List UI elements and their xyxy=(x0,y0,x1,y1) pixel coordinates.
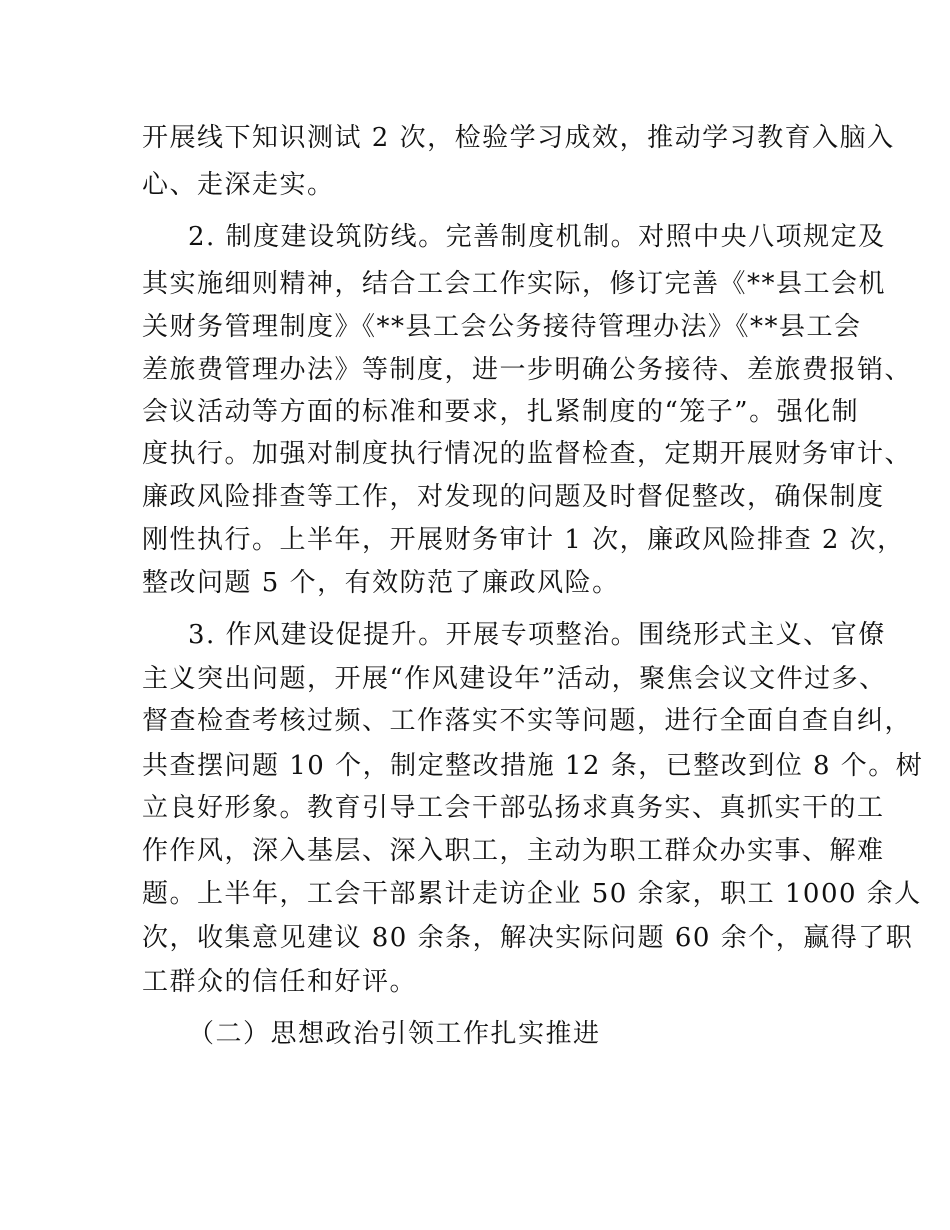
paragraph-3-line-3: 督查检查考核过频、工作落实不实等问题，进行全面自查自纠， xyxy=(142,706,913,736)
paragraph-3-line-1: 3. 作风建设促提升。开展专项整治。围绕形式主义、官僚 xyxy=(188,620,886,650)
paragraph-3-line-7: 题。上半年，工会干部累计走访企业 50 余家，职工 1000 余人 xyxy=(142,879,922,909)
paragraph-1-line-1: 开展线下知识测试 2 次，检验学习成效，推动学习教育入脑入 xyxy=(142,123,895,153)
paragraph-3-line-5: 立良好形象。教育引导工会干部弘扬求真务实、真抓实干的工 xyxy=(142,793,885,823)
paragraph-2-line-4: 差旅费管理办法》等制度，进一步明确公务接待、差旅费报销、 xyxy=(142,355,913,385)
paragraph-3-line-8: 次，收集意见建议 80 余条，解决实际问题 60 余个，赢得了职 xyxy=(142,923,914,953)
paragraph-3-line-6: 作作风，深入基层、深入职工，主动为职工群众办实事、解难 xyxy=(142,836,885,866)
paragraph-2-line-5: 会议活动等方面的标准和要求，扎紧制度的“笼子”。强化制 xyxy=(142,397,860,427)
paragraph-2-line-8: 刚性执行。上半年，开展财务审计 1 次，廉政风险排查 2 次， xyxy=(142,525,905,555)
paragraph-3-line-9: 工群众的信任和好评。 xyxy=(142,967,418,997)
paragraph-1-line-2: 心、走深走实。 xyxy=(142,170,335,200)
paragraph-2-line-9: 整改问题 5 个，有效防范了廉政风险。 xyxy=(142,568,620,598)
paragraph-2-line-2: 其实施细则精神，结合工会工作实际，修订完善《**县工会机 xyxy=(142,269,887,299)
paragraph-2-line-6: 度执行。加强对制度执行情况的监督检查，定期开展财务审计、 xyxy=(142,439,913,469)
paragraph-2-line-3: 关财务管理制度》《**县工会公务接待管理办法》《**县工会 xyxy=(142,312,862,342)
section-heading: （二）思想政治引领工作扎实推进 xyxy=(188,1019,601,1049)
paragraph-2-line-1: 2. 制度建设筑防线。完善制度机制。对照中央八项规定及 xyxy=(188,222,886,252)
paragraph-3-line-2: 主义突出问题，开展“作风建设年”活动，聚焦会议文件过多、 xyxy=(142,664,887,694)
paragraph-3-line-4: 共查摆问题 10 个，制定整改措施 12 条，已整改到位 8 个。树 xyxy=(142,751,924,781)
paragraph-2-line-7: 廉政风险排查等工作，对发现的问题及时督促整改，确保制度 xyxy=(142,482,885,512)
